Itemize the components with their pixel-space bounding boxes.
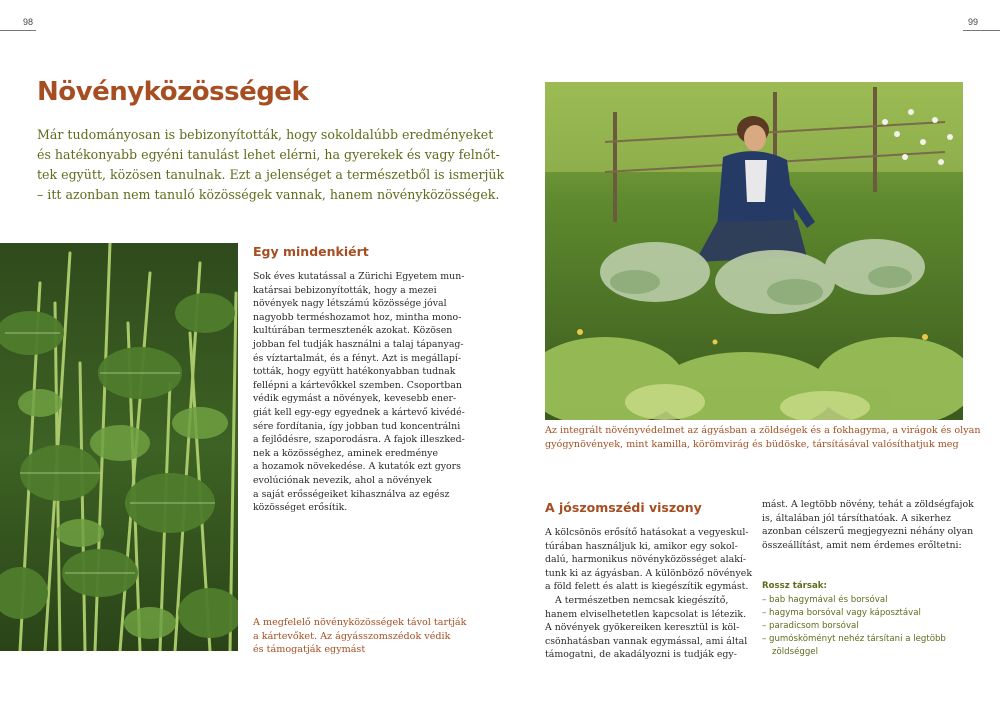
body-line: is, általában jól társíthatóak. A sikerhez <box>762 512 951 524</box>
vegetable-bed-photo <box>0 243 238 651</box>
body-line: a fejlődésre, szaporodásra. A fajok illeszked- <box>253 434 465 446</box>
body-line: védik egymást a növények, kevesebb ener- <box>253 393 457 405</box>
body-line: tunk ki az ágyásban. A különböző növények <box>545 567 752 579</box>
woman-gardening-photo <box>545 82 963 420</box>
body-line: A természetben nemcsak kiegészítő, <box>555 594 729 606</box>
body-line: nek a közösséghez, aminek eredménye <box>253 447 439 459</box>
list-item: – paradicsom borsóval <box>762 620 859 631</box>
body-line: Sok éves kutatással a Zürichi Egyetem mun- <box>253 271 465 282</box>
caption-right <box>545 424 981 451</box>
header-rule-left <box>0 30 36 31</box>
body-line: sére fordítania, így jobban tud koncentrálni <box>253 420 461 432</box>
list-item: – bab hagymával és borsóval <box>762 595 888 605</box>
body-line: mást. A legtöbb növény, tehát a zöldségfajok <box>762 499 974 510</box>
body-line: jobban fel tudják használni a talaj tápanyag- <box>253 338 464 350</box>
header-rule-right <box>963 30 1000 31</box>
body-line: a föld felett és alatt is kiegészítik egymást. <box>545 581 749 593</box>
caption-line: gyógynövények, mint kamilla, körömvirág és büdöske, társításával valósíthatjuk meg <box>545 438 959 450</box>
body-line: közösséget erősítik. <box>253 502 348 514</box>
section-heading-egy-mindenkiert: Egy mindenkiért <box>253 244 369 259</box>
section2-col1 <box>545 526 752 662</box>
list-item: – gumósköményt nehéz társítani a legtöbb <box>762 633 946 644</box>
caption-line: és támogatják egymást <box>253 644 366 655</box>
caption-line: a kártevőket. Az ágyásszomszédok védik <box>253 630 451 642</box>
body-line: giát kell egy-egy egyednek a kártevő kivédé- <box>253 406 465 418</box>
list-item-continuation: zöldséggel <box>772 646 818 657</box>
bad-companions-list <box>762 594 946 659</box>
body-line: és víztartalmát, és a fényt. Azt is megállapí- <box>253 352 461 364</box>
caption-line: Az integrált növényvédelmet az ágyásban a zöldségek és a fokhagyma, a virágok és olyan <box>545 425 981 436</box>
body-line: A kölcsönös erősítő hatásokat a vegyeskul- <box>545 527 749 538</box>
list-item: – hagyma borsóval vagy káposztával <box>762 607 921 618</box>
intro-line: Már tudományosan is bebizonyították, hogy sokoldalúbb eredményeket <box>37 127 494 142</box>
body-line: a hozamok növekedése. A kutatók ezt gyors <box>253 461 461 473</box>
bad-companions-heading: Rossz társak: <box>762 581 827 591</box>
intro-line: – itt azonban nem tanuló közösségek vannak, hanem növényközösségek. <box>37 187 500 202</box>
body-line: dalú, harmonikus növényközösséget alakí- <box>545 554 747 566</box>
caption-line: A megfelelő növényközösségek távol tartják <box>253 617 467 628</box>
intro-line: tek együtt, közösen tanulnak. Ezt a jelenséget a természetből is ismerjük <box>37 167 505 182</box>
body-line: tották, hogy együtt hatékonyabban tudnak <box>253 366 456 378</box>
section-heading-joszomszedi-viszony: A jószomszédi viszony <box>545 500 702 515</box>
body-line: evolúciónak nevezik, ahol a növények <box>253 474 432 486</box>
intro-line: és hatékonyabb egyéni tanulást lehet elérni, ha gyerekek és vagy felnőt- <box>37 147 500 162</box>
body-line: fellépni a kártevőkkel szemben. Csoportban <box>253 379 462 391</box>
section2-col2 <box>762 498 972 552</box>
page-number-left: 98 <box>23 17 34 27</box>
body-line: kultúrában termesztenék azokat. Közösen <box>253 325 453 337</box>
caption-left <box>253 616 466 657</box>
body-line: a saját erősségeiket kihasználva az egész <box>253 488 450 500</box>
section1-body <box>253 270 465 515</box>
body-line: nagyobb terméshozamot hoz, mintha mono- <box>253 311 462 323</box>
page-number-right: 99 <box>968 17 979 27</box>
body-line: katársai bebizonyították, hogy a mezei <box>253 284 437 296</box>
body-line: támogatni, de akadályozni is tudják egy- <box>545 649 737 661</box>
body-line: A növények gyökereiken keresztül is köl- <box>545 622 740 634</box>
body-line: túrában használjuk ki, amikor egy sokol- <box>545 540 738 552</box>
body-line: hanem elviselhetetlen kapcsolat is létezik. <box>545 608 747 620</box>
body-line: összeállítást, amit nem érdemes erőltetni: <box>762 539 962 551</box>
page-title: Növényközösségek <box>37 77 309 107</box>
intro-paragraph <box>37 125 505 205</box>
body-line: növények nagy létszámú közössége jóval <box>253 298 447 310</box>
body-line: azonban célszerű megjegyezni néhány olyan <box>762 526 974 538</box>
body-line: csönhatásban vannak egymással, ami által <box>545 635 748 647</box>
